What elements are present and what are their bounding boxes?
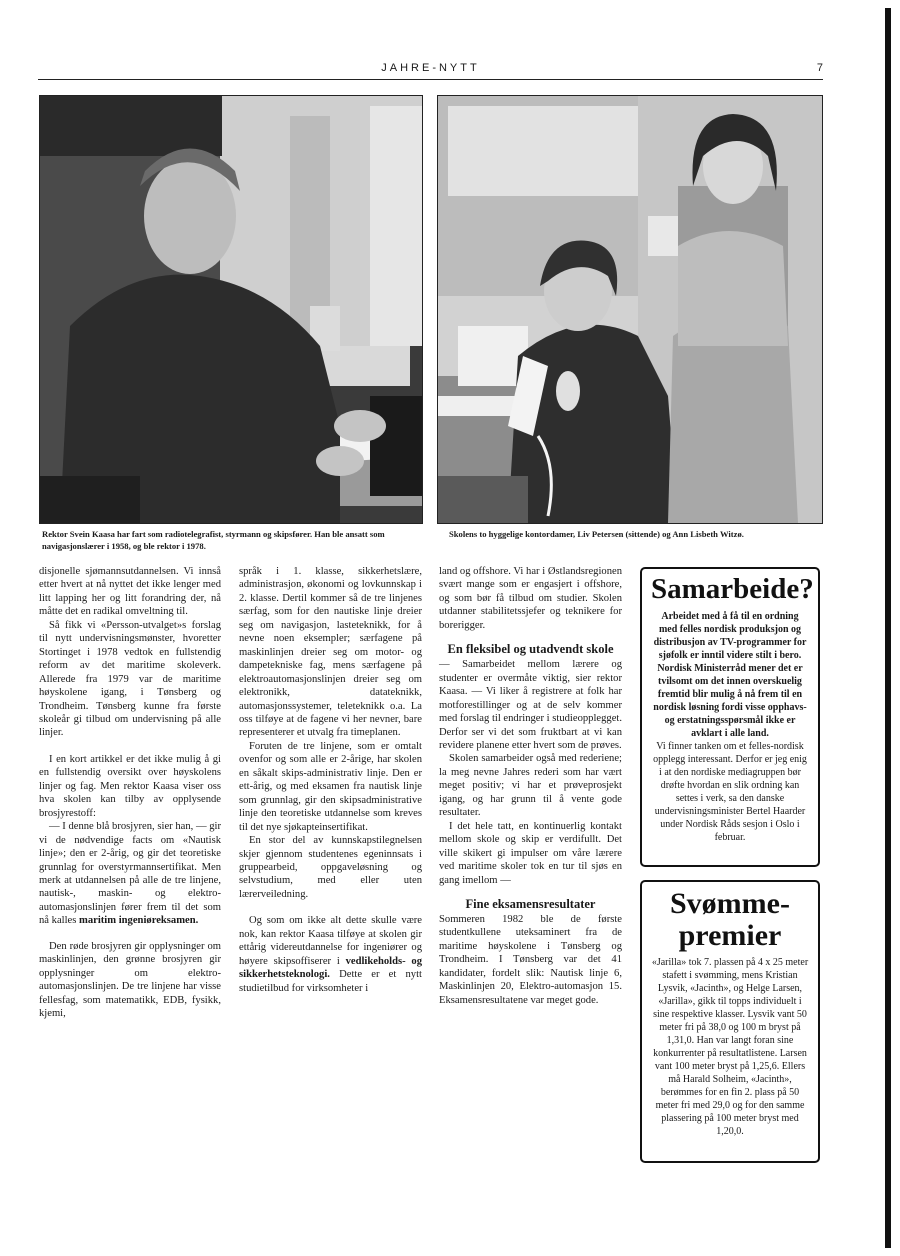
paragraph-text: — I denne blå brosjyren, sier han, — gir vi de nødvendige facts om «Nautisk linje»; den er 2-årig, og gir det teoretiske grunnlag for overstyrmannsertifikat. Men merk at utdannelsen på alle de tre linjene, nautisk-, maskin- og elektro-automasjonslinjen fører frem til det som nå kalles bbox=[39, 821, 221, 927]
photo-caption-right: Skolens to hyggelige kontordamer, Liv Petersen (sittende) og Ann Lisbeth Witzø. bbox=[449, 529, 744, 539]
paragraph: I en kort artikkel er det ikke mulig å gi en fullstendig oversikt over høyskolens linjer og fag. Men rektor Kaasa viser oss hva skolen kan tilby av opplysende brosjyrestoff: bbox=[39, 753, 221, 819]
sidebar-box-samarbeide bbox=[640, 567, 820, 867]
page-edge-bar bbox=[885, 8, 891, 1248]
box-title-line: Svømme- bbox=[670, 887, 790, 920]
photo-rector bbox=[39, 95, 423, 524]
paragraph: språk i 1. klasse, sikkerhetslære, administrasjon, økonomi og lovkunnskap i 2. klasse. Dertil kommer så de tre linjenes særfag, som for den nautiske linje dreier seg om navigasjon, lasteteknikk, for å nevne noen eksempler; særfagene på maskinlinjen dreier seg om motor- og dampetekniske fag, mens særfagene på elektroautomasjonslinjen dreier seg om elektronikk, datateknikk, automasjonssystemer, teleteknikk o.a. La oss tilføye at de fagene vi her nevner, bare representerer et utvalg fra timeplanen. bbox=[239, 566, 422, 739]
sidebar-box-svommepremier bbox=[640, 880, 820, 1163]
paragraph bbox=[39, 820, 221, 928]
article-column-1 bbox=[39, 565, 221, 1021]
photo-caption-left: Rektor Svein Kaasa har fart som radiotelegrafist, styrmann og skipsfører. Han ble ansatt som navigasjonslærer i 1958, og ble rektor i 1978. bbox=[42, 529, 385, 551]
page-header bbox=[38, 62, 823, 80]
box-text: Vi finner tanken om et felles-nordisk opplegg interessant. Derfor er jeg enig i at den nordiske mediagruppen bør drøfte hvordan en slik ordning kan settes i verk, sa den danske undervisningsminister Bertel Haarder under Nordisk Råds sesjon i Oslo i februar. bbox=[653, 741, 807, 843]
box-title bbox=[651, 888, 809, 952]
paragraph: Skolen samarbeider også med rederiene; la meg nevne Jahres rederi som har vært meget positiv; vi har et prøveprosjekt igang, og har grunn til å vente gode resultater. bbox=[439, 753, 622, 819]
paragraph: I det hele tatt, en kontinuerlig kontakt mellom skole og skip er verdifullt. Det ville skikert gi impulser om våre lærere ved maritime skoler tok en tur til sjøs en gang imellom — bbox=[439, 820, 622, 886]
paragraph: En stor del av kunnskapstilegnelsen skjer gjennom studentenes egeninnsats i gruppearbeid, oppgaveløsning og selvstudium, med eller uten lærerveiledning. bbox=[239, 835, 422, 900]
paragraph: land og offshore. Vi har i Østlandsregionen svært mange som er engasjert i offshore, og som bør få tilbud om studier. Skolen utdanner stabilitetssjefer og teknikere for borerigger. bbox=[439, 566, 622, 631]
section-heading: Fine eksamensresultater bbox=[465, 896, 596, 911]
article-column-3 bbox=[439, 565, 622, 1007]
box-title: Samarbeide? bbox=[651, 573, 814, 605]
paragraph: Sommeren 1982 ble de første studentkullene uteksaminert fra de maritime høyskolene i Tønsberg og Trondheim. I Tønsberg var det 41 kandidater, fordelt slik: Nautisk linje 6, Maskinlinjen 20, Elektro-automasjon 15. Eksamensresultatene var meget gode. bbox=[439, 913, 622, 1006]
paragraph-emphasis: maritim ingeniøreksamen. bbox=[79, 915, 199, 927]
paragraph: Så fikk vi «Persson-utvalget»s forslag til nytt undervisningsmønster, hvoretter Stortinget i 1978 vedtok en fullstendig reform av det maritime skoleverk. Allerede fra 1979 var de maritime høyskolene igang, i Tønsberg og Trondheim. Tønsberg kunne fra første skoleår gi tilbud om undervisning på alle linjer. bbox=[39, 619, 221, 739]
publication-title: JAHRE-NYTT bbox=[381, 62, 480, 74]
paragraph-emphasis: vedlikeholds- og sikkerhetsteknologi. bbox=[239, 955, 422, 981]
section-heading: En fleksibel og utadvendt skole bbox=[447, 642, 614, 657]
paragraph-text: Dette er et nytt studietilbud for virksomheter i bbox=[239, 969, 422, 994]
box-text: «Jarilla» tok 7. plassen på 4 x 25 meter stafett i svømming, mens Kristian Lysvik, «Jacinth», og Helge Larsen, «Jarilla», gikk til topps individuelt i sine respektive klasser. Lysvik vant 50 meter fri på 38,0 og 100 m bryst på 1,31,0. Han var langt foran sine konkurrenter på resultatlistene. Larsen vant 100 meter bryst på 1,25,6. Ellers må Harald Solheim, «Jacinth», berømmes for en fin 2. plass på 50 meter fri med 29,0 og for den samme plassering på 100 meter bryst med 1,20,0. bbox=[651, 957, 809, 1137]
paragraph: Den røde brosjyren gir opplysninger om maskinlinjen, den grønne brosjyren gir opplysninger om elektro-automasjonslinjen. De tre linjene har visse fellesfag, som matematikk, EDB, fysikk, kjemi, bbox=[39, 940, 221, 1020]
photo-office-staff bbox=[437, 95, 823, 524]
paragraph: disjonelle sjømannsutdannelsen. Vi innså etter hvert at nå nyttet det ikke lenger med litt lapping her og litt forandring der, nå måtte det en radikal omveltning til. bbox=[39, 566, 221, 618]
page-number: 7 bbox=[816, 62, 823, 74]
box-lead-text: Arbeidet med å få til en ordning med felles nordisk produksjon og distribusjon av TV-programmer for sjøfolk er inntil videre stilt i bero. Nordisk Ministerråd mener det er tvilsomt om det innen overskuelig fremtid blir mulig å nå frem til en nordisk løsning fordi visse opphavs- og erstatningsspørsmål ikke er avklart i alle land. bbox=[653, 611, 807, 739]
paragraph bbox=[239, 914, 422, 995]
header-rule bbox=[38, 79, 823, 80]
box-title-line: premier bbox=[678, 919, 782, 952]
article-column-2 bbox=[239, 565, 422, 995]
paragraph: — Samarbeidet mellom lærere og studenter er overmåte viktig, sier rektor Kaasa. — Vi liker å registrere at folk har motforestillinger og at de selv kommer med forslag til endringer i studieopplegget. Derfor ser vi det som fruktbart at vi kan revidere planene etter hvert som de prøves. bbox=[439, 659, 622, 751]
paragraph-text: Og som om ikke alt dette skulle være nok, kan rektor Kaasa tilføye at skolen gir ettårig videreutdannelse for ingeniører og høyere skipsoffiserer i bbox=[239, 915, 422, 967]
paragraph: Foruten de tre linjene, som er omtalt ovenfor og som alle er 2-årige, har skolen en såkalt skips-administrativ linje. Den er ett-årig, og med eksamen fra nautisk linje som grunnlag, gir den skipsadministrative linje den teoretiske utdannelse som kreves til det nye sjøkapteinsertifikat. bbox=[239, 740, 422, 833]
